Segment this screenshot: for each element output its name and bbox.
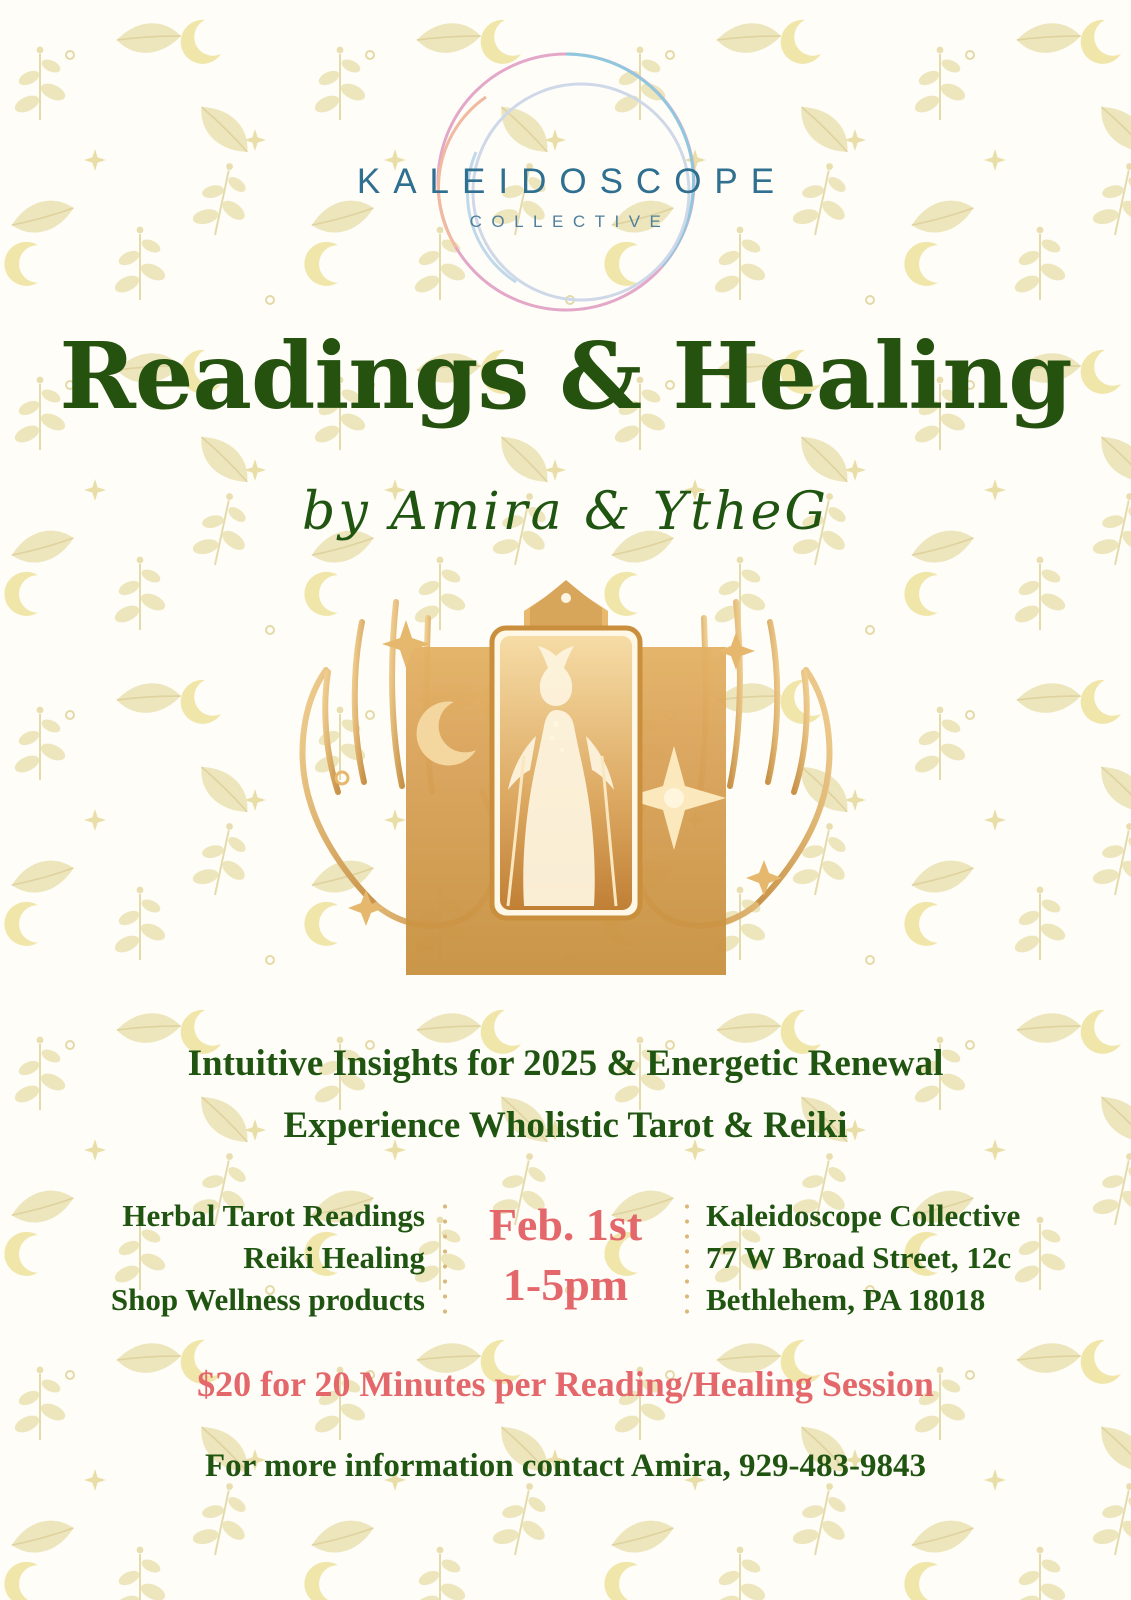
venue-street: 77 W Broad Street, 12c bbox=[706, 1239, 1012, 1275]
event-time: 1-5pm bbox=[502, 1258, 629, 1310]
service-item: Shop Wellness products bbox=[110, 1281, 425, 1317]
service-item: Reiki Healing bbox=[243, 1239, 425, 1275]
venue-name: Kaleidoscope Collective bbox=[706, 1198, 1021, 1233]
event-datetime bbox=[458, 1195, 673, 1315]
logo-wordmark: KALEIDOSCOPE bbox=[356, 162, 788, 201]
venue-city: Bethlehem, PA 18018 bbox=[706, 1281, 986, 1317]
event-location bbox=[700, 1195, 1076, 1321]
poster-headline: Readings & Healing bbox=[59, 322, 1072, 430]
event-date: Feb. 1st bbox=[488, 1199, 643, 1250]
brand-logo bbox=[0, 22, 1131, 342]
tagline-secondary: Experience Wholistic Tarot & Reiki bbox=[283, 1105, 848, 1146]
price-text: $20 for 20 Minutes per Reading/Healing Session bbox=[197, 1364, 934, 1404]
contact-text: For more information contact Amira, 929-483-9843 bbox=[205, 1448, 926, 1484]
event-details-row bbox=[55, 1195, 1076, 1321]
poster-byline: by Amira & YtheG bbox=[302, 482, 829, 542]
tarot-hands-illustration bbox=[256, 560, 876, 1040]
logo-subtitle: COLLECTIVE bbox=[469, 212, 671, 231]
services-list bbox=[55, 1195, 431, 1321]
dotted-divider-left bbox=[442, 1199, 448, 1321]
dotted-divider-right bbox=[684, 1199, 690, 1321]
tagline-primary: Intuitive Insights for 2025 & Energetic Renewal bbox=[187, 1043, 944, 1084]
service-item: Herbal Tarot Readings bbox=[122, 1198, 425, 1233]
